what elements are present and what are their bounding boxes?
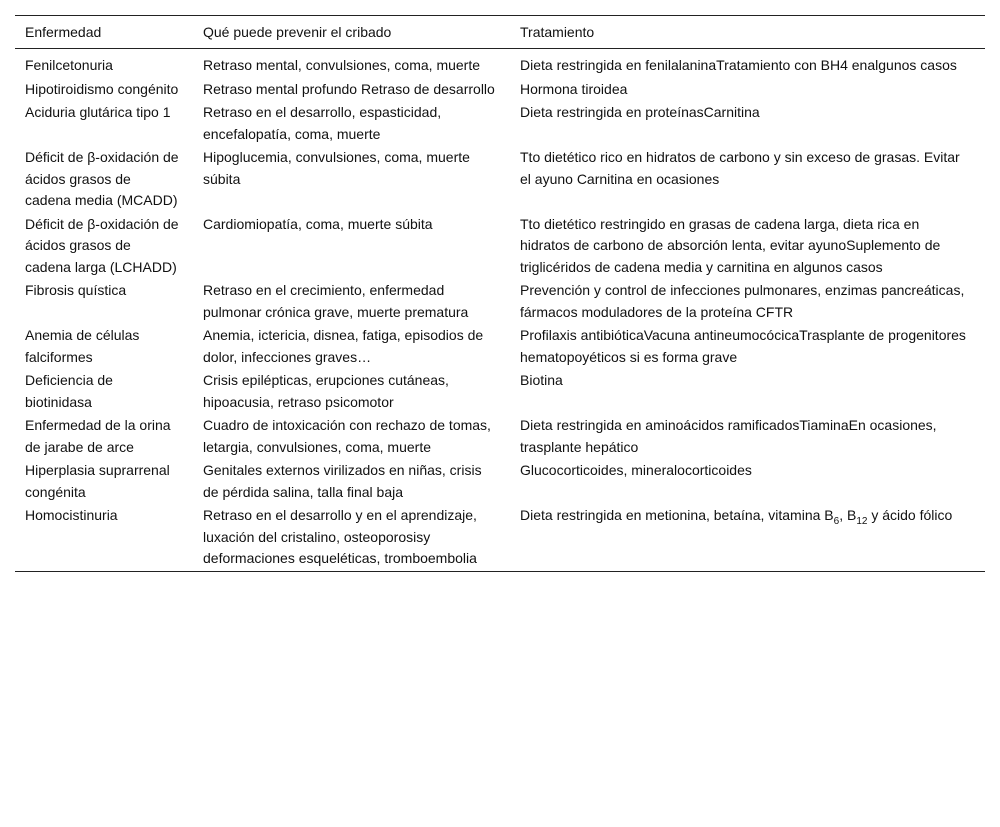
treatment-cell: Dieta restringida en fenilalaninaTratamiento con BH4 enalgunos casos	[520, 57, 957, 73]
treatment-cell: Glucocorticoides, mineralocorticoides	[520, 462, 752, 478]
treatment-cell: Profilaxis antibióticaVacuna antineumocócicaTrasplante de progenitores hematopoyéticos si es forma grave	[520, 327, 966, 365]
table-row	[15, 459, 985, 504]
disease-cell: Enfermedad de la orina de jarabe de arce	[25, 417, 171, 455]
disease-cell: Hiperplasia suprarrenal congénita	[25, 462, 170, 500]
treatment-cell: Tto dietético restringido en grasas de cadena larga, dieta rica en hidratos de carbono de absorción lenta, evitar ayunoSuplemento de triglicéridos de cadena media y carnitina en algunos casos	[520, 215, 941, 275]
prevents-cell: Retraso mental profundo Retraso de desarrollo	[203, 80, 495, 97]
treatment-cell: Prevención y control de infecciones pulmonares, enzimas pancreáticas, fármacos moduladores de la proteína CFTR	[520, 282, 965, 320]
disease-cell: Déficit de β-oxidación de ácidos grasos de cadena larga (LCHADD)	[25, 215, 179, 275]
disease-cell: Fibrosis quística	[25, 282, 127, 298]
subscript: 6	[833, 515, 840, 527]
header-treatment: Tratamiento	[520, 24, 595, 40]
prevents-cell: Retraso en el crecimiento, enfermedad pulmonar crónica grave, muerte prematura	[203, 282, 469, 320]
table-row	[15, 101, 985, 146]
treatment-cell	[510, 504, 985, 571]
disease-cell: Fenilcetonuria	[25, 57, 113, 73]
prevents-cell: Genitales externos virilizados en niñas, crisis de pérdida salina, talla final baja	[203, 462, 482, 500]
table-row	[15, 213, 985, 280]
treatment-cell: Tto dietético rico en hidratos de carbono y sin exceso de grasas. Evitar el ayuno Carnitina en ocasiones	[520, 149, 960, 187]
prevents-cell: Cuadro de intoxicación con rechazo de tomas, letargia, convulsiones, coma, muerte	[203, 417, 491, 455]
prevents-cell: Retraso mental, convulsiones, coma, muerte	[203, 57, 481, 73]
subscript: 12	[856, 515, 868, 527]
prevents-cell: Retraso en el desarrollo, espasticidad, encefalopatía, coma, muerte	[203, 104, 442, 142]
header-row	[15, 16, 985, 49]
treatment-text: , B	[839, 507, 857, 523]
disease-cell: Déficit de β-oxidación de ácidos grasos de cadena media (MCADD)	[25, 149, 179, 208]
treatment-cell: Dieta restringida en proteínasCarnitina	[520, 104, 760, 120]
prevents-cell: Cardiomiopatía, coma, muerte súbita	[203, 215, 433, 232]
disease-cell: Hipotiroidismo congénito	[25, 80, 179, 97]
treatment-text: y ácido fólico	[867, 507, 953, 523]
prevents-cell: Retraso en el desarrollo y en el aprendizaje, luxación del cristalino, osteoporosisy deformaciones esqueléticas, tromboembolia	[203, 507, 477, 566]
table-row	[15, 146, 985, 213]
table-row	[15, 369, 985, 414]
table-row	[15, 504, 985, 571]
treatment-cell: Dieta restringida en aminoácidos ramificadosTiaminaEn ocasiones, trasplante hepático	[520, 417, 937, 455]
treatment-cell: Hormona tiroidea	[520, 80, 628, 97]
disease-cell: Aciduria glutárica tipo 1	[25, 104, 171, 120]
prevents-cell: Anemia, ictericia, disnea, fatiga, episodios de dolor, infecciones graves…	[203, 327, 484, 365]
screening-table	[15, 15, 985, 572]
header-disease: Enfermedad	[25, 24, 102, 40]
table-row	[15, 414, 985, 459]
disease-cell: Homocistinuria	[25, 507, 118, 523]
table-row	[15, 324, 985, 369]
disease-cell: Deficiencia de biotinidasa	[25, 372, 113, 410]
table-row	[15, 279, 985, 324]
prevents-cell: Crisis epilépticas, erupciones cutáneas, hipoacusia, retraso psicomotor	[203, 372, 449, 410]
table-row	[15, 78, 985, 102]
disease-cell: Anemia de células falciformes	[25, 327, 140, 365]
treatment-cell: Biotina	[520, 372, 563, 388]
treatment-text: Dieta restringida en metionina, betaína, vitamina B	[520, 507, 834, 523]
header-prevents: Qué puede prevenir el cribado	[203, 24, 392, 40]
prevents-cell: Hipoglucemia, convulsiones, coma, muerte súbita	[203, 149, 470, 187]
table-row	[15, 49, 985, 78]
